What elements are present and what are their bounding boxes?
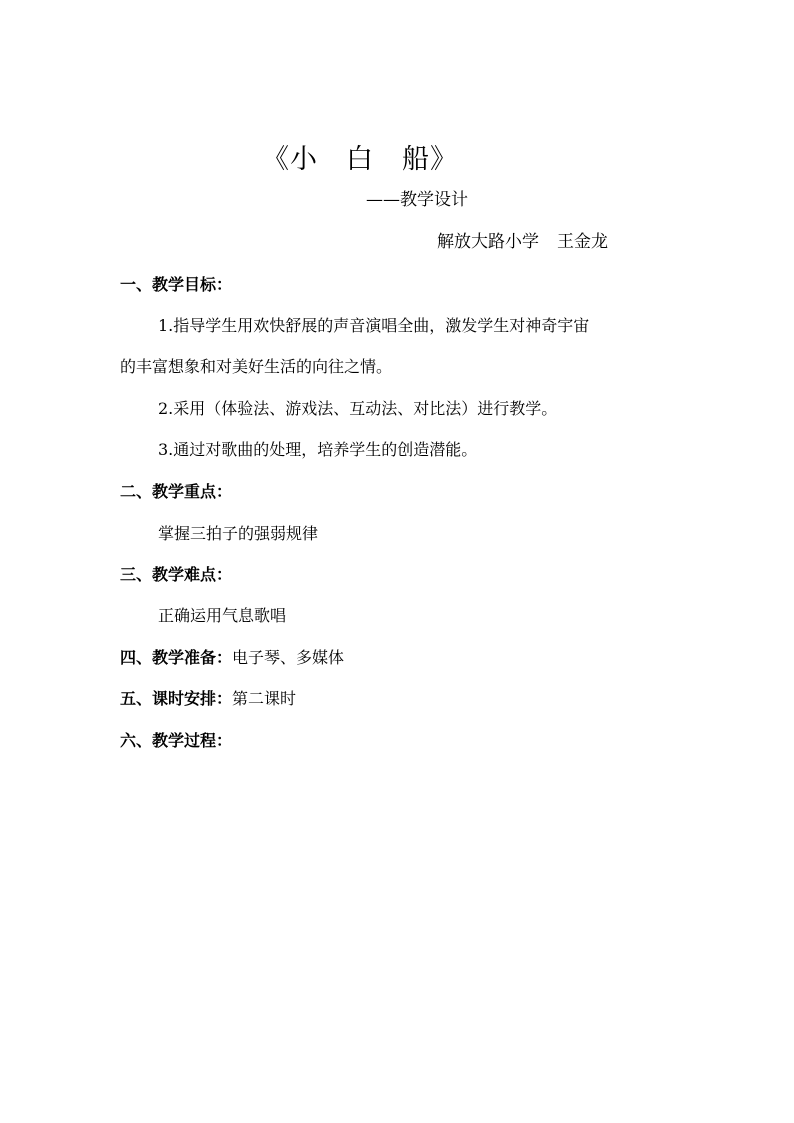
preparation-content: 电子琴、多媒体: [232, 648, 345, 667]
heading-difficulties: 三、教学难点：: [120, 565, 233, 584]
objective-item-2: 2.采用（体验法、游戏法、互动法、对比法）进行教学。: [158, 399, 558, 418]
schedule-line: [120, 689, 296, 709]
objective-item-1-line-2: 的丰富想象和对美好生活的向往之情。: [120, 357, 393, 376]
difficulties-content: 正确运用气息歌唱: [158, 606, 287, 625]
heading-schedule: 五、课时安排：: [120, 689, 233, 708]
school-name: 解放大路小学: [437, 232, 539, 252]
document-title: 《小 白 船》: [262, 144, 458, 175]
objective-item-1-line-1: 1.指导学生用欢快舒展的声音演唱全曲，激发学生对神奇宇宙: [158, 316, 590, 335]
key-points-content: 掌握三拍子的强弱规律: [158, 524, 319, 543]
objective-item-3: 3.通过对歌曲的处理，培养学生的创造潜能。: [158, 440, 478, 459]
preparation-line: [120, 648, 344, 668]
heading-process: 六、教学过程：: [120, 731, 233, 750]
heading-key-points: 二、教学重点：: [120, 482, 233, 501]
heading-objectives: 一、教学目标：: [120, 275, 233, 294]
document-subtitle: ——教学设计: [366, 190, 468, 210]
heading-preparation: 四、教学准备：: [120, 648, 233, 667]
schedule-content: 第二课时: [232, 689, 297, 708]
author-name: 王金龙: [557, 232, 608, 252]
author-line: [437, 232, 608, 252]
